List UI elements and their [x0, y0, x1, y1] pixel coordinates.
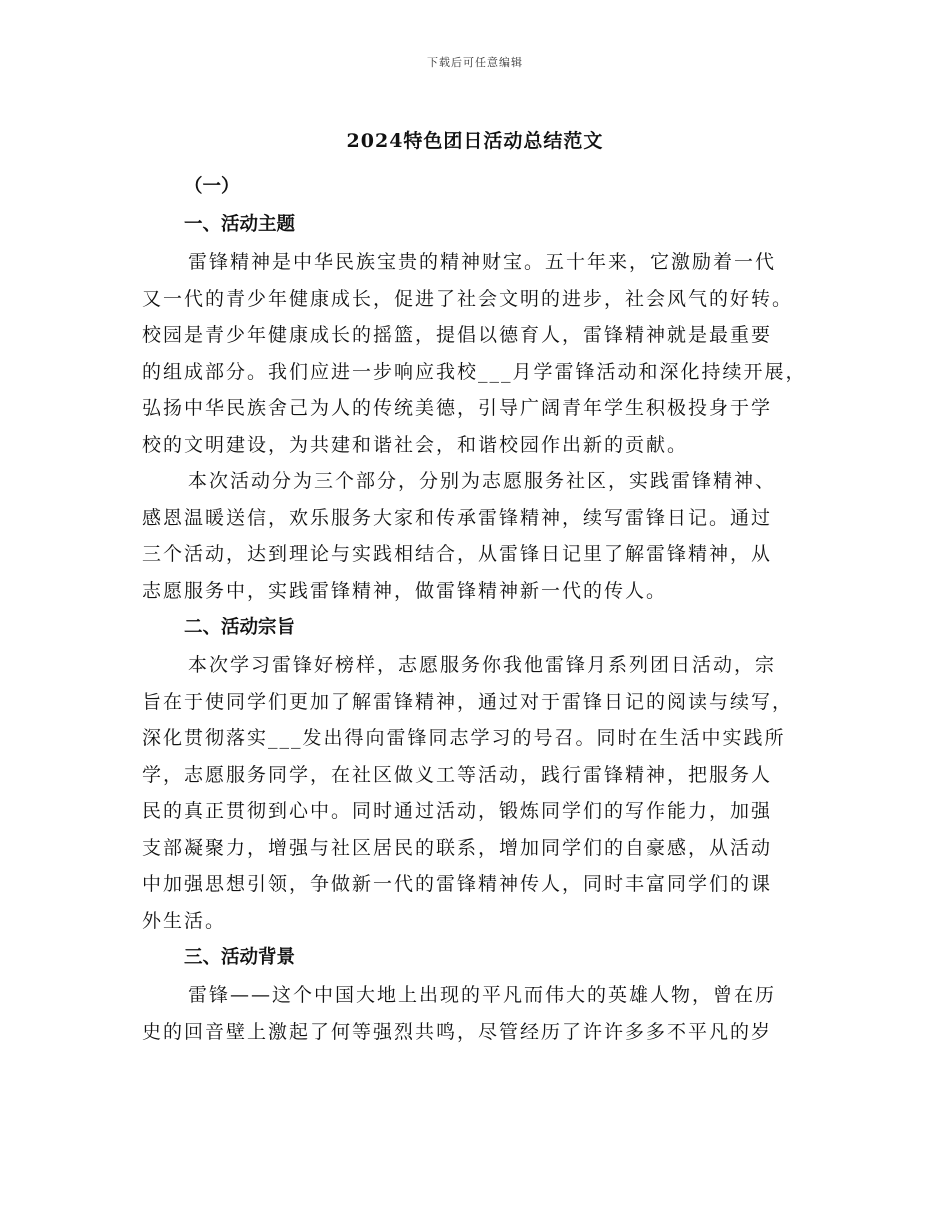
page-header-note: 下载后可任意编辑: [427, 56, 523, 69]
paragraph-background: [142, 977, 814, 1050]
text-line: 志愿服务中，实践雷锋精神，做雷锋精神新一代的传人。: [142, 579, 668, 602]
text-line: 外生活。: [142, 909, 227, 932]
text-line: 雷锋——这个中国大地上出现的平凡而伟大的英雄人物，曾在历: [188, 984, 777, 1006]
section-number: （一）: [184, 176, 240, 197]
paragraph-theme-2: [142, 463, 814, 609]
text-line: 史的回音壁上激起了何等强烈共鸣，尽管经历了许许多多不平凡的岁: [142, 1020, 773, 1043]
document-title: 2024特色团日活动总结范文: [346, 130, 604, 152]
text-line: 学，志愿服务同学，在社区做义工等活动，践行雷锋精神，把服务人: [142, 763, 773, 786]
text-line: 支部凝聚力，增强与社区居民的联系，增加同学们的自豪感，从活动: [142, 836, 773, 859]
heading-activity-theme: 一、活动主题: [184, 214, 296, 235]
text-line: 弘扬中华民族舍己为人的传统美德，引导广阔青年学生积极投身于学: [142, 397, 773, 419]
text-line: 雷锋精神是中华民族宝贵的精神财宝。五十年来，它激励着一代: [188, 251, 777, 273]
text-line: 校园是青少年健康成长的摇篮，提倡以德育人，雷锋精神就是最重要: [142, 324, 773, 346]
text-line: 校的文明建设，为共建和谐社会，和谐校园作出新的贡献。: [142, 433, 689, 456]
heading-activity-purpose: 二、活动宗旨: [184, 617, 296, 638]
text-line: 的组成部分。我们应进一步响应我校___月学雷锋活动和深化持续开展，: [142, 360, 807, 383]
paragraph-purpose: [142, 647, 814, 939]
text-line: 本次学习雷锋好榜样，志愿服务你我他雷锋月系列团日活动，宗: [188, 654, 777, 676]
text-line: 三个活动，达到理论与实践相结合，从雷锋日记里了解雷锋精神，从: [142, 543, 773, 565]
text-line: 深化贯彻落实___发出得向雷锋同志学习的号召。同时在生活中实践所: [142, 727, 786, 749]
text-line: 感恩温暖送信，欢乐服务大家和传承雷锋精神，续写雷锋日记。通过: [142, 506, 773, 529]
document-body: [142, 168, 814, 1050]
heading-activity-background: 三、活动背景: [184, 947, 296, 968]
text-line: 中加强思想引领，争做新一代的雷锋精神传人，同时丰富同学们的课: [142, 873, 773, 895]
text-line: 又一代的青少年健康成长，促进了社会文明的进步，社会风气的好转。: [142, 287, 794, 310]
text-line: 民的真正贯彻到心中。同时通过活动，锻炼同学们的写作能力，加强: [142, 800, 773, 822]
text-line: 旨在于使同学们更加了解雷锋精神，通过对于雷锋日记的阅读与续写，: [142, 690, 794, 713]
text-line: 本次活动分为三个部分，分别为志愿服务社区，实践雷锋精神、: [188, 470, 777, 492]
paragraph-theme-1: [142, 244, 814, 463]
